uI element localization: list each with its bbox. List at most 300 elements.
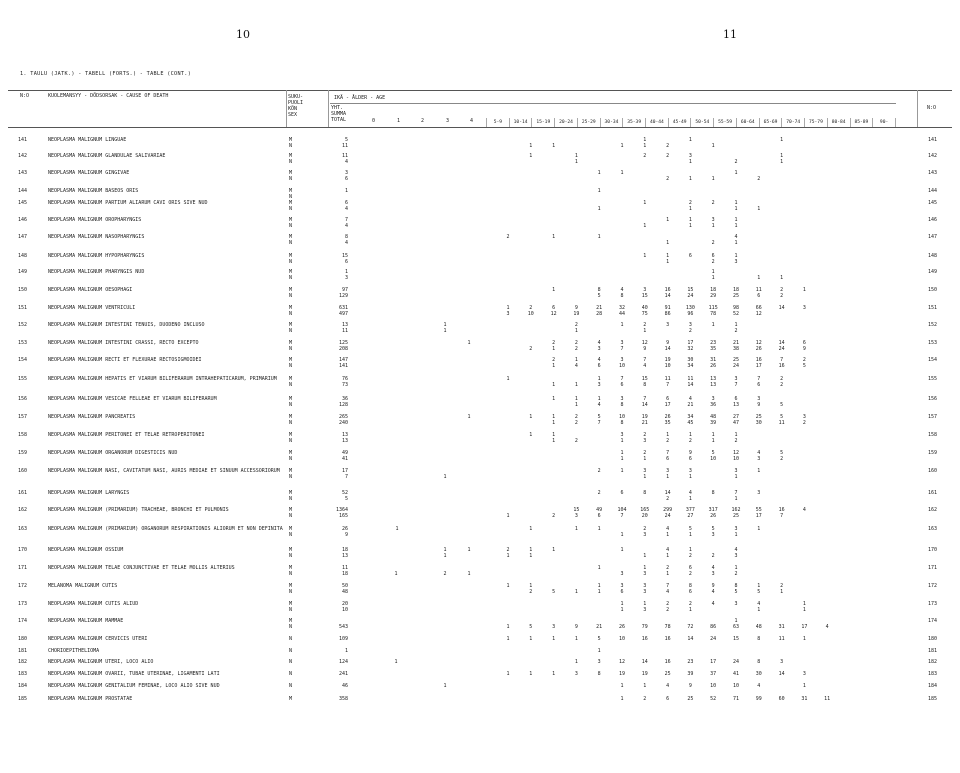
- age-cell: 1: [666, 217, 670, 223]
- age-cell: 55 17: [755, 507, 762, 519]
- age-cell: 9: [688, 683, 692, 689]
- row-number: 158: [18, 432, 28, 438]
- age-cell: 3 6: [620, 583, 624, 595]
- sex: M N: [289, 269, 293, 281]
- age-cell: 1: [780, 137, 784, 143]
- row-number-right: 153: [928, 340, 938, 346]
- age-cell: 1: [574, 526, 578, 532]
- age-cell: 3: [597, 659, 601, 665]
- age-cell: 3: [552, 624, 556, 630]
- age-cell: 1: [574, 659, 578, 665]
- age-cell: 2 1: [688, 601, 692, 613]
- table-row: [0, 601, 960, 619]
- age-cell: 1: [643, 200, 647, 206]
- row-number: 163: [18, 526, 28, 532]
- age-cell: 2: [711, 200, 715, 206]
- total: 26 9: [341, 526, 348, 538]
- age-group-header: 90-: [872, 118, 896, 127]
- age-cell: 9 14: [664, 340, 671, 352]
- age-cell: 3 1: [620, 432, 624, 444]
- table-row: [0, 269, 960, 287]
- age-cell: 1: [506, 376, 510, 382]
- age-cell: 18 25: [732, 287, 740, 299]
- age-cell: 21: [596, 624, 603, 630]
- cause-of-death: NEOPLASMA MALIGNUM OROPHARYNGIS: [48, 217, 142, 223]
- age-cell: 2 2: [780, 376, 784, 388]
- age-cell: 48 39: [710, 414, 717, 426]
- row-number-right: 145: [928, 200, 938, 206]
- age-cell: 1 1: [529, 547, 533, 559]
- age-cell: 14: [778, 305, 785, 311]
- table-row: [0, 468, 960, 486]
- total: 97 129: [338, 287, 348, 299]
- total: 125 208: [338, 340, 348, 352]
- total: 6 4: [344, 200, 348, 212]
- age-cell: 21 28: [596, 305, 603, 317]
- header-age: IKÄ - ÅLDER - AGE: [334, 95, 386, 101]
- age-cell: 2: [666, 153, 670, 159]
- age-cell: 6 17: [664, 396, 671, 408]
- age-cell: 26 35: [664, 414, 671, 426]
- total: 20 10: [341, 601, 348, 613]
- row-number-right: 151: [928, 305, 938, 311]
- age-group-header: 40-44: [645, 118, 668, 127]
- age-cell: 31: [801, 696, 808, 702]
- age-cell: 2 1: [552, 357, 556, 369]
- cause-of-death: NEOPLASMA MALIGNUM NASOPHARYNGIS: [48, 234, 145, 240]
- row-number: 150: [18, 287, 28, 293]
- age-cell: 1: [394, 571, 398, 577]
- age-cell: 1: [529, 526, 533, 532]
- age-cell: 1: [552, 382, 556, 388]
- cause-of-death: NEOPLASMA MALIGNUM RECTI ET FLEXURAE RECTOSIGMOIDEI: [48, 357, 202, 363]
- age-cell: 3: [802, 305, 806, 311]
- row-number-right: 180: [928, 636, 938, 642]
- age-cell: 12 10: [732, 450, 740, 462]
- age-cell: 2: [666, 176, 670, 182]
- age-cell: 7 6: [620, 376, 624, 388]
- age-cell: 2: [529, 346, 533, 352]
- age-cell: 7 16: [778, 357, 785, 369]
- age-cell: 1: [688, 137, 692, 143]
- age-cell: 1 1: [597, 583, 601, 595]
- cause-of-death: NEOPLASMA MALIGNUM (PRIMARIUM) TRACHEAE, BRONCHI ET PULMONIS: [48, 507, 229, 513]
- age-cell: 130 96: [685, 305, 695, 317]
- table-row: [0, 217, 960, 235]
- sex: N: [289, 671, 293, 677]
- age-cell: 1: [711, 143, 715, 149]
- header-nro: N:O: [20, 93, 30, 99]
- age-cell: 1 1: [734, 200, 738, 212]
- age-cell: 4: [711, 601, 715, 607]
- age-cell: 1 4: [574, 357, 578, 369]
- cause-of-death: NEOPLASMA MALIGNUM GENITALIUM FEMINAE, LOCO ALIO SIVE NUD: [48, 683, 220, 689]
- sex: N: [289, 636, 293, 642]
- row-number-right: 152: [928, 322, 938, 328]
- age-header-3: 3: [446, 118, 450, 124]
- row-number: 153: [18, 340, 28, 346]
- total: 543: [338, 624, 348, 630]
- row-number: 147: [18, 234, 28, 240]
- age-cell: 1: [757, 526, 761, 532]
- age-cell: 8: [643, 490, 647, 496]
- age-cell: 2 2: [780, 287, 784, 299]
- sex: N: [289, 683, 293, 689]
- table-row: [0, 396, 960, 414]
- header-total-line: TOTAL: [331, 117, 347, 123]
- age-group-header: 85-89: [850, 118, 873, 127]
- row-number: 154: [18, 357, 28, 363]
- age-cell: 1: [506, 671, 510, 677]
- age-cell: 3 3: [643, 583, 647, 595]
- header-bottom-rule: [8, 127, 952, 128]
- age-cell: 1: [467, 547, 471, 553]
- age-cell: 5 1: [688, 526, 692, 538]
- age-cell: 1 1: [802, 601, 806, 613]
- age-cell: 1: [552, 547, 556, 553]
- age-cell: 2 3: [643, 432, 647, 444]
- age-cell: 1: [597, 234, 601, 240]
- age-cell: 1: [643, 553, 647, 559]
- cause-of-death: NEOPLASMA MALIGNUM PHARYNGIS NUD: [48, 269, 145, 275]
- age-cell: 17 32: [687, 340, 694, 352]
- age-cell: 1: [757, 275, 761, 281]
- total: 124: [338, 659, 348, 665]
- row-number: 155: [18, 376, 28, 382]
- age-cell: 19: [641, 671, 648, 677]
- age-group-header-row: [486, 118, 896, 127]
- age-cell: 39: [687, 671, 694, 677]
- row-number: 171: [18, 565, 28, 571]
- column-divider: [917, 90, 918, 127]
- age-cell: 4 1: [666, 526, 670, 538]
- age-cell: 14: [641, 659, 648, 665]
- age-cell: 1 1: [711, 432, 715, 444]
- age-cell: 1: [620, 696, 624, 702]
- row-number-right: 173: [928, 601, 938, 607]
- age-cell: 1 2: [529, 583, 533, 595]
- age-cell: 317 26: [708, 507, 718, 519]
- row-number-right: 155: [928, 376, 938, 382]
- row-number: 160: [18, 468, 28, 474]
- age-cell: 2: [757, 176, 761, 182]
- table-row: [0, 200, 960, 218]
- age-cell: 3 8: [620, 396, 624, 408]
- age-cell: 16: [664, 659, 671, 665]
- cause-of-death: NEOPLASMA MALIGNUM INTESTINI CRASSI, RECTO EXCEPTO: [48, 340, 199, 346]
- age-cell: 1: [529, 414, 533, 420]
- age-cell: 1 1: [620, 601, 624, 613]
- age-cell: 2 2: [666, 601, 670, 613]
- cause-of-death: NEOPLASMA MALIGNUM HEPATIS ET VIARUM BILIFERARUM INTRAHEPATICARUM, PRIMARIUM: [48, 376, 277, 382]
- row-number-right: 181: [928, 648, 938, 654]
- age-cell: 21 38: [732, 340, 740, 352]
- age-cell: 1: [643, 253, 647, 259]
- age-cell: 6: [666, 696, 670, 702]
- row-number-right: 183: [928, 671, 938, 677]
- age-cell: 3 1: [688, 468, 692, 480]
- age-cell: 99: [755, 696, 762, 702]
- age-cell: 5 3: [711, 526, 715, 538]
- sex: M N: [289, 253, 293, 265]
- age-cell: 2: [506, 234, 510, 240]
- age-cell: 26: [618, 624, 626, 630]
- sex: M N: [289, 468, 293, 480]
- total: 358: [338, 696, 348, 702]
- age-cell: 17: [710, 659, 717, 665]
- total: 631 497: [338, 305, 348, 317]
- age-cell: 18 29: [710, 287, 717, 299]
- age-cell: 13 13: [710, 376, 717, 388]
- age-cell: 4: [757, 683, 761, 689]
- age-cell: 11: [824, 696, 831, 702]
- age-cell: 1 1: [443, 322, 447, 334]
- row-number: 157: [18, 414, 28, 420]
- age-cell: 2 1: [574, 322, 578, 334]
- table-row: [0, 414, 960, 432]
- row-number-right: 143: [928, 170, 938, 176]
- header-nro-right: N:O: [927, 105, 937, 111]
- age-cell: 2: [643, 696, 647, 702]
- age-group-header: 25-29: [577, 118, 600, 127]
- age-group-header: 60-64: [736, 118, 759, 127]
- total: 5 11: [341, 137, 348, 149]
- sex: M: [289, 696, 293, 702]
- sex: M N: [289, 450, 293, 462]
- sex: M N: [289, 153, 293, 165]
- total: 11 18: [341, 565, 348, 577]
- row-number: 185: [18, 696, 28, 702]
- age-cell: 4 1: [688, 490, 692, 502]
- cause-of-death: NEOPLASMA MALIGNUM VENTRICULI: [48, 305, 136, 311]
- total: 50 48: [341, 583, 348, 595]
- age-cell: 1: [620, 532, 624, 538]
- row-number-right: 147: [928, 234, 938, 240]
- table-row: [0, 234, 960, 252]
- age-cell: 1: [529, 153, 533, 159]
- header-sex: [288, 94, 320, 118]
- age-cell: 60: [778, 696, 785, 702]
- row-number: 148: [18, 253, 28, 259]
- age-cell: 9 4: [711, 583, 715, 595]
- sex: N: [289, 648, 293, 654]
- row-number: 141: [18, 137, 28, 143]
- sex: M N: [289, 547, 293, 559]
- total: 49 41: [341, 450, 348, 462]
- total: 11 4: [341, 153, 348, 165]
- row-number-right: 160: [928, 468, 938, 474]
- age-cell: 2 1: [688, 200, 692, 212]
- age-cell: 1: [643, 223, 647, 229]
- age-header-4: 4: [470, 118, 474, 124]
- table-row: [0, 357, 960, 375]
- age-cell: 2 2: [574, 414, 578, 426]
- age-cell: 2: [734, 159, 738, 165]
- column-divider: [328, 90, 329, 127]
- age-cell: 1: [757, 468, 761, 474]
- age-cell: 66 12: [755, 305, 762, 317]
- column-divider: [286, 90, 287, 127]
- age-cell: 16 17: [755, 357, 762, 369]
- age-cell: 3 7: [620, 340, 624, 352]
- cause-of-death: NEOPLASMA MALIGNUM LARYNGIS: [48, 490, 130, 496]
- total: 46: [341, 683, 348, 689]
- age-cell: 2: [597, 468, 601, 474]
- row-number: 144: [18, 188, 28, 194]
- total: 13 13: [341, 432, 348, 444]
- row-number-right: 157: [928, 414, 938, 420]
- cause-of-death: NEOPLASMA MALIGNUM VESICAE FELLEAE ET VIARUM BILIFERARUM: [48, 396, 217, 402]
- age-cell: 1: [620, 143, 624, 149]
- age-cell: 2: [597, 490, 601, 496]
- age-cell: 6 12: [550, 305, 557, 317]
- age-cell: 3 2: [802, 414, 806, 426]
- age-cell: 6: [688, 253, 692, 259]
- age-cell: 1: [395, 526, 399, 532]
- age-cell: 2 1: [643, 322, 647, 334]
- age-cell: 1 3: [643, 601, 647, 613]
- sex: M N: [289, 526, 293, 538]
- table-row: [0, 696, 960, 714]
- age-cell: 4 1: [666, 547, 670, 559]
- row-number: 173: [18, 601, 28, 607]
- total: 1: [344, 188, 348, 194]
- age-cell: 11 6: [755, 287, 762, 299]
- cause-of-death: NEOPLASMA MALIGNUM MAMMAE: [48, 618, 124, 624]
- age-cell: 1: [802, 287, 806, 293]
- age-cell: 1: [552, 143, 556, 149]
- row-number: 149: [18, 269, 28, 275]
- age-cell: 11: [778, 636, 785, 642]
- age-cell: 1: [597, 170, 601, 176]
- sex: M N: [289, 340, 293, 352]
- age-cell: 2: [552, 513, 556, 519]
- age-cell: 98 52: [732, 305, 740, 317]
- age-cell: 4 3: [597, 340, 601, 352]
- age-cell: 14: [687, 636, 694, 642]
- age-cell: 32 44: [618, 305, 626, 317]
- row-number-right: 163: [928, 526, 938, 532]
- age-cell: 1 1: [711, 269, 715, 281]
- age-cell: 1: [597, 188, 601, 194]
- age-cell: 1: [688, 176, 692, 182]
- sex: M N: [289, 565, 293, 577]
- row-number-right: 144: [928, 188, 938, 194]
- age-cell: 24: [710, 636, 717, 642]
- row-number-right: 172: [928, 583, 938, 589]
- age-cell: 1: [506, 624, 510, 630]
- age-cell: 12 9: [641, 340, 648, 352]
- row-number-right: 161: [928, 490, 938, 496]
- age-cell: 12 26: [755, 340, 762, 352]
- header-sex-line: KÖN: [288, 106, 298, 112]
- age-cell: 3: [802, 671, 806, 677]
- age-cell: 5: [552, 589, 556, 595]
- age-header-0: 0: [372, 118, 376, 124]
- age-cell: 1: [666, 240, 670, 246]
- age-cell: 1 2: [734, 322, 738, 334]
- sex: M N: [289, 305, 293, 317]
- age-cell: 1: [552, 636, 556, 642]
- total: 109: [338, 636, 348, 642]
- age-cell: 31 26: [710, 357, 717, 369]
- age-cell: 5 11: [778, 414, 785, 426]
- sex: M N: [289, 396, 293, 408]
- age-cell: 71: [732, 696, 740, 702]
- age-cell: 25 24: [732, 357, 740, 369]
- total: 1 3: [344, 269, 348, 281]
- age-cell: 1 5: [757, 583, 761, 595]
- total: 147 141: [338, 357, 348, 369]
- age-group-header: 50-54: [690, 118, 713, 127]
- age-cell: 1: [552, 396, 556, 402]
- table-row: [0, 322, 960, 340]
- age-cell: 16: [664, 636, 671, 642]
- age-cell: 3: [757, 490, 761, 496]
- age-cell: 4 1: [734, 234, 738, 246]
- age-cell: 2: [643, 153, 647, 159]
- age-cell: 19: [618, 671, 626, 677]
- age-cell: 78: [664, 624, 671, 630]
- age-cell: 40 75: [641, 305, 648, 317]
- age-group-header: 70-74: [781, 118, 804, 127]
- age-cell: 5 2: [780, 450, 784, 462]
- table-row: [0, 547, 960, 565]
- age-cell: 2 1: [506, 547, 510, 559]
- sex: M N: [289, 490, 293, 502]
- age-cell: 12: [618, 659, 626, 665]
- sex: M N: [289, 432, 293, 444]
- table-row: [0, 287, 960, 305]
- age-cell: 1: [757, 206, 761, 212]
- age-cell: 6 13: [732, 396, 740, 408]
- row-number-right: 154: [928, 357, 938, 363]
- age-cell: 1: [506, 636, 510, 642]
- age-cell: 72: [687, 624, 694, 630]
- age-cell: 4: [666, 683, 670, 689]
- row-number-right: 184: [928, 683, 938, 689]
- row-number: 172: [18, 583, 28, 589]
- age-cell: 14 2: [664, 490, 671, 502]
- age-cell: 1 1: [574, 396, 578, 408]
- age-cell: 1: [552, 234, 556, 240]
- age-cell: 48: [755, 624, 762, 630]
- cause-of-death: NEOPLASMA MALIGNUM OVARII, TUBAE UTERINAE, LIGAMENTI LATI: [48, 671, 220, 677]
- age-cell: 1: [574, 382, 578, 388]
- age-cell: 2 1: [666, 565, 670, 577]
- row-number: 159: [18, 450, 28, 456]
- sex: M N: [289, 601, 293, 613]
- age-cell: 1: [597, 206, 601, 212]
- cause-of-death: NEOPLASMA MALIGNUM TELAE CONJUNCTIVAE ET TELAE MOLLIS ALTERIUS: [48, 565, 235, 571]
- age-cell: 1 2: [734, 432, 738, 444]
- row-number-right: 185: [928, 696, 938, 702]
- age-cell: 3 1: [711, 217, 715, 229]
- age-cell: 4 1: [757, 601, 761, 613]
- age-cell: 31: [778, 624, 785, 630]
- sex: N: [289, 659, 293, 665]
- age-cell: 1: [620, 170, 624, 176]
- age-cell: 4 3: [757, 450, 761, 462]
- cause-of-death: NEOPLASMA MALIGNUM UTERI, LOCO ALIO: [48, 659, 154, 665]
- cause-of-death: CHORIOEPITHELIOMA: [48, 648, 100, 654]
- age-cell: 2 1: [780, 583, 784, 595]
- sex: M N: [289, 357, 293, 369]
- age-cell: 3: [574, 671, 578, 677]
- cause-of-death: NEOPLASMA MALIGNUM NASI, CAVITATUM NASI, AURIS MEDIAE ET SINUUM ACCESSORIORUM: [48, 468, 280, 474]
- row-number: 142: [18, 153, 28, 159]
- age-cell: 3: [780, 659, 784, 665]
